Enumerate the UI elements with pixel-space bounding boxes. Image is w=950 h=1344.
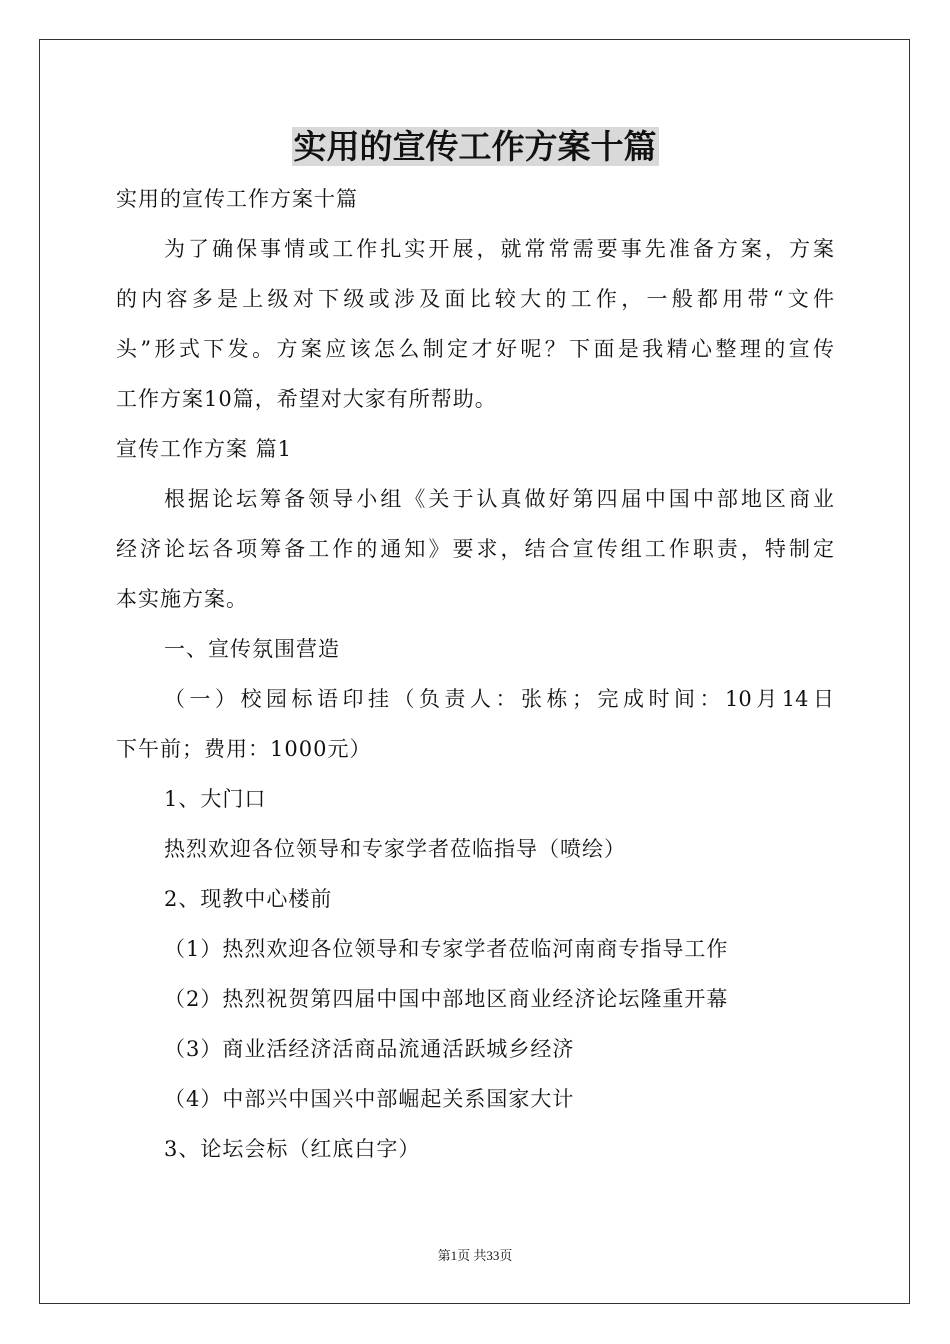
point-2-item-2: （2）热烈祝贺第四届中国中部地区商业经济论坛隆重开幕: [164, 987, 729, 1011]
para1-line-1: 根据论坛筹备领导小组《关于认真做好第四届中国中部地区商业: [164, 487, 834, 511]
heading-one: 一、宣传氛围营造: [164, 637, 340, 661]
point-2-item-3: （3）商业活经济活商品流通活跃城乡经济: [164, 1037, 575, 1061]
intro-line-4: 工作方案10篇，希望对大家有所帮助。: [116, 387, 497, 411]
point-2: 2、现教中心楼前: [164, 887, 333, 911]
document-title-text: 实用的宣传工作方案十篇: [293, 127, 657, 166]
intro-line-3: 头”形式下发。方案应该怎么制定才好呢？下面是我精心整理的宣传: [116, 337, 834, 361]
point-3: 3、论坛会标（红底白字）: [164, 1137, 421, 1161]
document-subtitle: 实用的宣传工作方案十篇: [116, 187, 358, 211]
point-1: 1、大门口: [164, 787, 267, 811]
item-one-line-1: （一）校园标语印挂（负责人：张栋；完成时间：10月14日: [164, 687, 834, 711]
point-1-text: 热烈欢迎各位领导和专家学者莅临指导（喷绘）: [164, 837, 626, 861]
intro-line-2: 的内容多是上级对下级或涉及面比较大的工作，一般都用带“文件: [116, 287, 834, 311]
point-2-item-4: （4）中部兴中国兴中部崛起关系国家大计: [164, 1087, 575, 1111]
page-footer: 第1页 共33页: [437, 1248, 513, 1263]
page-border: [39, 39, 910, 1304]
intro-line-1: 为了确保事情或工作扎实开展，就常常需要事先准备方案，方案: [164, 237, 834, 261]
section-heading: 宣传工作方案 篇1: [116, 437, 293, 461]
item-one-line-2: 下午前；费用：1000元）: [116, 737, 372, 761]
document-title: [0, 124, 950, 170]
para1-line-3: 本实施方案。: [116, 587, 248, 611]
para1-line-2: 经济论坛各项筹备工作的通知》要求，结合宣传组工作职责，特制定: [116, 537, 834, 561]
point-2-item-1: （1）热烈欢迎各位领导和专家学者莅临河南商专指导工作: [164, 937, 729, 961]
